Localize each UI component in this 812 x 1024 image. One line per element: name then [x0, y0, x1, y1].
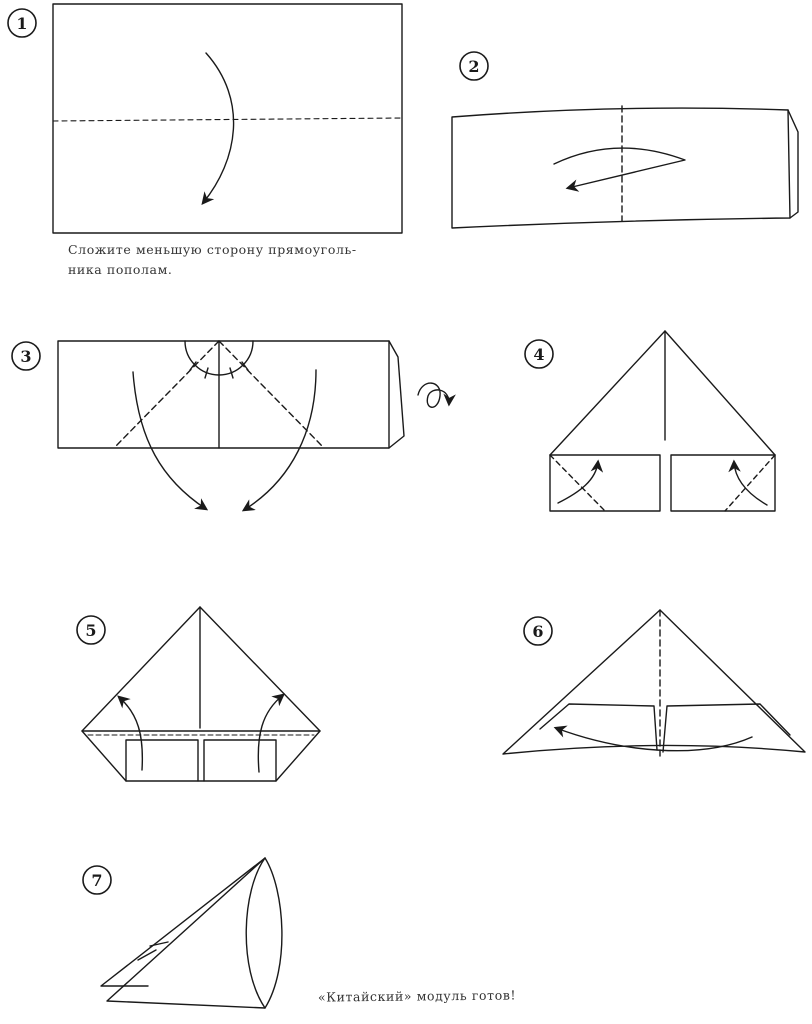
- step-7-pocket-opening: [246, 858, 282, 1008]
- step-3-number: 3: [20, 347, 32, 366]
- step-7-inner-detail: [138, 942, 168, 960]
- step-3-right-diagonal-crease: [219, 341, 324, 448]
- step-5-number: 5: [85, 621, 97, 640]
- step-1-fold-line: [53, 118, 402, 121]
- step-6-figure: [503, 610, 805, 758]
- step-6-badge: [524, 617, 552, 645]
- step-2-badge: [460, 52, 488, 80]
- step-1-caption-line-1: Сложите меньшую сторону прямоуголь-: [68, 242, 357, 257]
- step-1-fold-arrow: [203, 53, 234, 203]
- step-6-left-pocket: [540, 704, 657, 750]
- step-4-figure: [525, 331, 775, 511]
- step-4-number: 4: [533, 345, 545, 364]
- step-2-figure: [452, 52, 798, 228]
- step-2-folded-strip: [452, 108, 790, 228]
- final-caption: «Китайский» модуль готов!: [317, 987, 517, 1005]
- step-5-figure: [77, 607, 320, 781]
- step-2-number: 2: [468, 57, 480, 76]
- step-4-left-flap: [550, 455, 660, 511]
- step-3-left-fold-arrow: [133, 372, 206, 509]
- step-3-badge: [12, 342, 40, 370]
- step-1-caption: [68, 240, 408, 280]
- step-1-badge: [8, 9, 36, 37]
- step-7-figure: [83, 858, 282, 1008]
- step-6-triangle: [503, 610, 805, 754]
- step-3-back-layer: [389, 341, 404, 448]
- step-1-number: 1: [16, 14, 28, 33]
- step-3-figure: [12, 341, 449, 510]
- step-5-badge: [77, 616, 105, 644]
- step-2-fold-arrow: [554, 148, 685, 188]
- step-1-figure: [8, 4, 402, 233]
- step-5-left-pocket: [126, 740, 198, 781]
- step-4-badge: [525, 340, 553, 368]
- step-4-left-fold-arrow: [558, 462, 598, 503]
- step-4-triangle: [550, 331, 775, 455]
- step-5-right-fold-arrow: [258, 695, 283, 772]
- step-4-right-crease: [725, 455, 775, 511]
- step-5-outline: [82, 607, 320, 781]
- step-3-rectangle: [58, 341, 389, 448]
- step-4-right-fold-arrow: [734, 462, 767, 505]
- step-3-turn-over-icon: [418, 383, 449, 407]
- step-6-number: 6: [532, 622, 544, 641]
- step-7-inner-layer: [101, 858, 265, 986]
- step-1-caption-line-2: ника пополам.: [68, 262, 173, 277]
- step-5-right-pocket: [204, 740, 276, 781]
- step-4-right-flap: [671, 455, 775, 511]
- step-5-left-fold-arrow: [119, 697, 142, 770]
- step-7-number: 7: [91, 871, 103, 890]
- step-3-left-diagonal-crease: [114, 341, 219, 448]
- step-7-badge: [83, 866, 111, 894]
- step-3-right-fold-arrow: [244, 370, 316, 510]
